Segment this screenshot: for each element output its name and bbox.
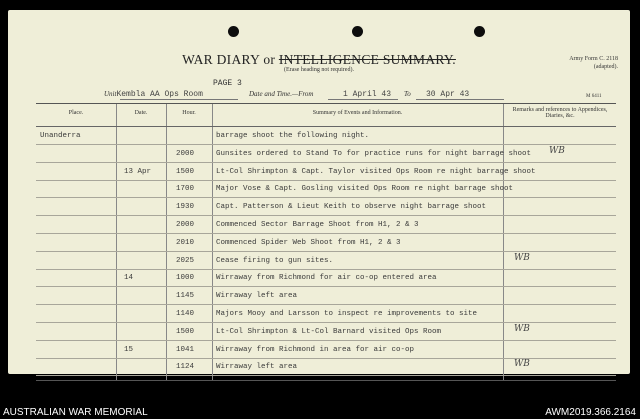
title-intelligence-summary: INTELLIGENCE SUMMARY. (278, 52, 456, 67)
cell-summary: Lt-Col Shrimpton & Capt. Taylor visited Ops Room re night barrage shoot (216, 167, 536, 176)
form-title (8, 52, 630, 68)
row-rule (36, 269, 616, 270)
column-divider (116, 104, 117, 380)
army-form-label (538, 55, 618, 71)
cell-hour: 1145 (176, 292, 195, 301)
initials-mark: WB (514, 323, 530, 334)
cell-hour: 1124 (176, 363, 195, 372)
row-rule (36, 180, 616, 181)
to-date: 30 Apr 43 (426, 90, 470, 99)
cell-summary: Wirraway left area (216, 292, 298, 301)
title-war-diary: WAR DIARY or (182, 52, 276, 67)
unit-underline (120, 99, 238, 100)
cell-summary: Gunsites ordered to Stand To for practice runs for night barrage shoot (216, 149, 532, 158)
header-remarks: Remarks and references to Appendices, Diaries, &c. (512, 107, 608, 119)
footer-id: AWM2019.366.2164 (545, 407, 636, 418)
cell-hour: 1041 (176, 345, 195, 354)
initials-mark: WB (514, 359, 530, 370)
row-rule (36, 233, 616, 234)
cell-summary: Wirraway from Richmond for air co-op entered area (216, 274, 437, 283)
cell-summary: Majors Mooy and Larsson to inspect re improvements to site (216, 310, 478, 318)
diary-page (8, 10, 630, 374)
unit-value: Kembla AA Ops Room (116, 90, 203, 99)
erase-note: (Erase heading not required). (284, 67, 354, 73)
from-date: 1 April 43 (343, 90, 392, 99)
row-rule (36, 144, 616, 145)
to-underline (416, 99, 504, 100)
row-rule (36, 304, 616, 305)
row-rule (36, 340, 616, 341)
cell-hour: 2025 (176, 256, 195, 265)
diary-table (36, 103, 616, 381)
cell-hour: 2000 (176, 221, 195, 229)
cell-hour: 1700 (176, 185, 195, 194)
adapted-note: (adapted). (593, 64, 618, 70)
column-divider (212, 104, 213, 380)
form-code: M 6411 (586, 94, 602, 99)
cell-summary: Major Vose & Capt. Gosling visited Ops Room re night barrage shoot (216, 185, 514, 194)
cell-hour: 1930 (176, 203, 195, 212)
row-rule (36, 197, 616, 198)
cell-hour: 2010 (176, 238, 195, 247)
punch-hole (228, 26, 239, 37)
initials-mark: WB (549, 145, 565, 156)
row-rule (36, 286, 616, 287)
cell-summary: barrage shoot the following night. (216, 132, 370, 140)
cell-summary: Wirraway left area (216, 363, 298, 372)
column-divider (503, 104, 504, 380)
from-underline (328, 99, 398, 100)
page-number: PAGE 3 (213, 79, 242, 88)
column-divider (166, 104, 167, 380)
cell-summary: Commenced Sector Barrage Shoot from H1, 2 & 3 (216, 221, 419, 229)
cell-summary: Capt. Patterson & Lieut Keith to observe night barrage shoot (216, 203, 487, 212)
header-place: Place. (68, 110, 84, 116)
row-rule (36, 162, 616, 163)
cell-place: Unanderra (40, 132, 81, 140)
cell-hour: 1140 (176, 310, 195, 318)
army-form-number: Army Form C. 2118 (569, 56, 618, 62)
date-time-label: Date and Time.—From (249, 90, 314, 98)
row-rule (36, 215, 616, 216)
header-hour: Hour. (182, 110, 196, 116)
header-date: Date. (134, 110, 148, 116)
cell-hour: 1500 (176, 327, 195, 336)
cell-hour: 2000 (176, 149, 195, 158)
to-label: To (404, 90, 411, 98)
initials-mark: WB (514, 252, 530, 263)
cell-date: 15 (124, 345, 134, 354)
row-rule (36, 375, 616, 376)
cell-hour: 1500 (176, 167, 195, 176)
punch-hole (474, 26, 485, 37)
cell-summary: Cease firing to gun sites. (216, 256, 334, 265)
cell-hour: 1000 (176, 274, 195, 283)
cell-summary: Wirraway from Richmond in area for air co-op (216, 345, 415, 354)
punch-hole (352, 26, 363, 37)
header-summary: Summary of Events and Information. (312, 110, 403, 116)
footer-credit: AUSTRALIAN WAR MEMORIAL (3, 407, 148, 418)
cell-date: 14 (124, 274, 134, 283)
cell-summary: Commenced Spider Web Shoot from H1, 2 & 3 (216, 238, 401, 247)
cell-date: 13 Apr (124, 167, 152, 176)
header-rule (36, 126, 616, 127)
cell-summary: Lt-Col Shrimpton & Lt-Col Barnard visited Ops Room (216, 327, 442, 336)
unit-label: UnitKembla AA Ops Room (104, 90, 203, 99)
